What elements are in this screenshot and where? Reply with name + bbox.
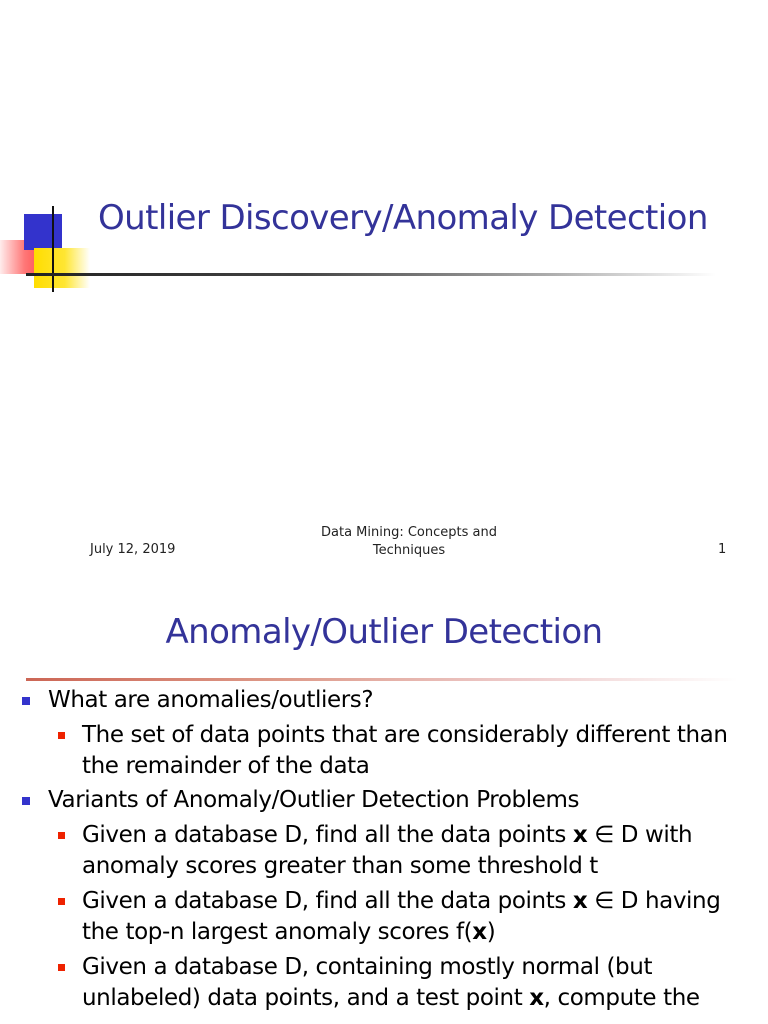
title-underline [26,273,716,276]
bullet-item [0,785,768,816]
bullet-square-icon [22,797,30,805]
text-run: Given a database D, find all the data points [82,888,573,914]
text-run: Given a database D, containing mostly normal (but unlabeled) data points, and a test point [82,954,653,1011]
text-run: ∈ D having the top-n largest anomaly scores f( [82,888,721,945]
sub-bullet-item [0,820,768,882]
decor-blue-square [24,214,62,250]
sub-bullet-item [0,720,768,782]
text-run: ∈ D with anomaly scores greater than some threshold t [82,822,693,879]
slide-title: Anomaly/Outlier Detection [165,612,603,652]
footer-page-number: 1 [718,542,727,557]
slide-title: Outlier Discovery/Anomaly Detection [98,198,708,238]
sub-bullet-text [82,886,742,948]
variable-x: x [572,888,588,914]
content-slide [0,580,768,1024]
sub-bullet-square-icon [58,964,65,971]
footer-course-line2: Techniques [372,543,446,558]
variable-x: x [572,822,588,848]
footer-course-line1: Data Mining: Concepts and [321,525,497,540]
sub-bullet-text [82,820,742,882]
text-run: Given a database D, find all the data points [82,822,573,848]
bullet-text: What are anomalies/outliers? [48,687,374,713]
sub-bullet-item [0,886,768,948]
title-divider [26,678,738,681]
decor-yellow-square [34,248,90,288]
footer-course-title [300,524,518,560]
sub-bullet-square-icon [58,832,65,839]
sub-bullet-item [0,952,768,1014]
variable-x: x [472,919,487,945]
bullet-item [0,685,768,716]
text-run: , compute the [543,985,700,1011]
sub-bullet-text: The set of data points that are considerably different than the remainder of the data [82,722,728,779]
variable-x: x [529,985,544,1011]
bullet-square-icon [22,697,30,705]
sub-bullet-text [82,952,742,1014]
text-run: ) [486,919,496,945]
sub-bullet-square-icon [58,898,65,905]
bullet-list [0,682,768,1014]
decor-vertical-line [52,206,54,292]
footer-date: July 12, 2019 [90,542,176,557]
bullet-text: Variants of Anomaly/Outlier Detection Problems [48,787,580,813]
sub-bullet-square-icon [58,732,65,739]
